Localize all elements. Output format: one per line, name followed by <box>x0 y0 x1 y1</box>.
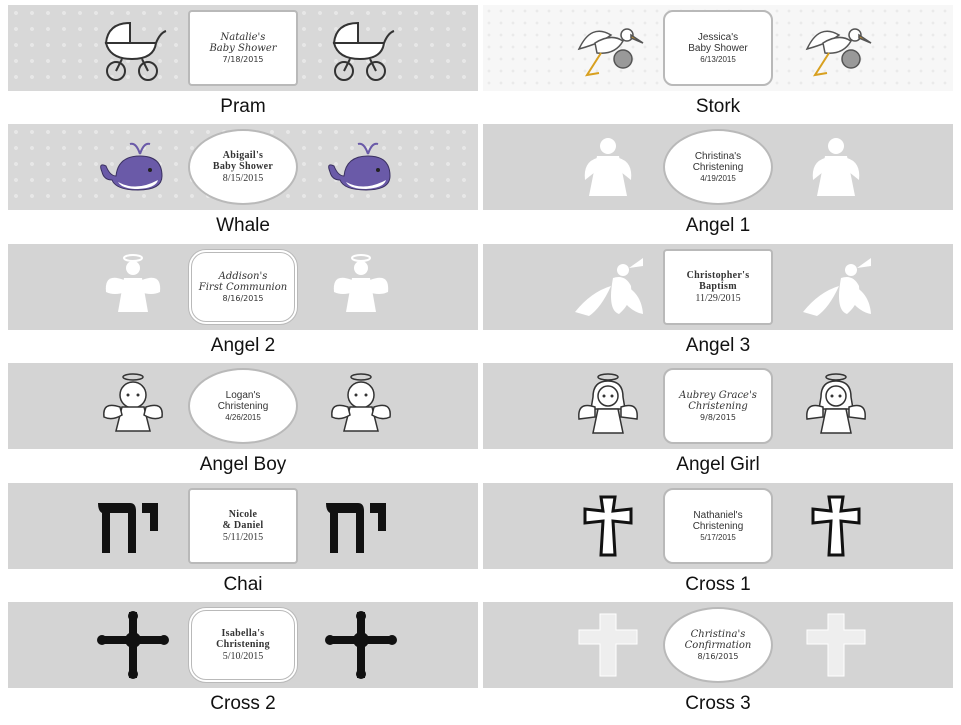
label-date: 8/16/2015 <box>222 293 264 303</box>
label-date: 11/29/2015 <box>695 292 741 304</box>
angel-trumpet-icon <box>571 252 645 322</box>
stork-icon <box>799 13 873 83</box>
label-date: 8/16/2015 <box>697 651 739 661</box>
label-date: 9/8/2015 <box>700 412 736 422</box>
label-date: 7/18/2015 <box>222 54 264 64</box>
label-line: Christina's <box>690 628 746 640</box>
personalized-label <box>663 488 773 564</box>
design-angel-boy <box>8 363 478 483</box>
angel-boy-icon <box>96 371 170 441</box>
design-cross-3 <box>483 602 953 722</box>
design-cross-2 <box>8 602 478 722</box>
personalized-label <box>663 249 773 325</box>
design-chai <box>8 483 478 603</box>
label-line: Nathaniel's <box>693 509 743 521</box>
design-caption: Angel Girl <box>676 454 760 475</box>
label-line: Jessica's <box>697 31 739 43</box>
design-caption: Angel Boy <box>199 454 287 475</box>
personalized-label <box>663 607 773 683</box>
design-caption: Cross 2 <box>210 693 276 714</box>
ornate-cross-icon <box>324 610 398 680</box>
label-date: 5/17/2015 <box>700 532 736 542</box>
design-whale <box>8 124 478 244</box>
label-line: Baptism <box>699 281 737 293</box>
label-line: Confirmation <box>684 640 752 652</box>
label-line: Baby Shower <box>688 43 748 55</box>
label-banner <box>483 363 953 449</box>
label-line: Natalie's <box>220 31 266 43</box>
personalized-label <box>188 249 298 325</box>
label-line: Nicole <box>228 508 258 520</box>
label-line: Christina's <box>694 150 742 162</box>
design-angel-girl <box>483 363 953 483</box>
label-banner <box>8 602 478 688</box>
personalized-label <box>188 10 298 86</box>
label-banner <box>483 5 953 91</box>
chai-icon <box>324 491 398 561</box>
design-cross-1 <box>483 483 953 603</box>
label-line: Logan's <box>225 389 261 401</box>
design-caption: Whale <box>216 215 270 236</box>
label-line: Abigail's <box>222 149 264 161</box>
design-angel-3 <box>483 244 953 364</box>
label-banner <box>483 602 953 688</box>
label-banner <box>483 124 953 210</box>
ornate-cross-icon <box>96 610 170 680</box>
design-caption: Chai <box>223 574 263 595</box>
label-banner <box>8 244 478 330</box>
label-line: Baby Shower <box>209 43 277 55</box>
angel-girl-icon <box>571 371 645 441</box>
label-line: First Communion <box>198 282 288 294</box>
angel-dress-icon <box>571 132 645 202</box>
label-banner <box>8 5 478 91</box>
personalized-label <box>188 129 298 205</box>
personalized-label <box>188 488 298 564</box>
label-date: 5/11/2015 <box>222 531 264 543</box>
design-angel-2 <box>8 244 478 364</box>
label-banner <box>8 363 478 449</box>
label-line: & Daniel <box>222 520 264 532</box>
design-caption: Stork <box>695 96 741 117</box>
design-caption: Cross 1 <box>685 574 751 595</box>
label-line: Aubrey Grace's <box>679 389 757 401</box>
design-pram <box>8 5 478 125</box>
label-banner <box>8 124 478 210</box>
design-caption: Angel 3 <box>685 335 751 356</box>
design-caption: Angel 2 <box>210 335 276 356</box>
dotted-cross-icon <box>571 610 645 680</box>
personalized-label <box>188 607 298 683</box>
label-date: 4/26/2015 <box>225 412 261 422</box>
label-line: Christening <box>692 162 744 174</box>
pram-icon <box>324 13 398 83</box>
pram-icon <box>96 13 170 83</box>
label-banner <box>483 483 953 569</box>
personalized-label <box>663 368 773 444</box>
design-caption: Angel 1 <box>685 215 751 236</box>
label-date: 5/10/2015 <box>222 650 264 662</box>
angel-trumpet-icon <box>799 252 873 322</box>
label-line: Isabella's <box>221 627 265 639</box>
label-line: Christening <box>692 521 744 533</box>
label-line: Christening <box>688 401 748 413</box>
personalized-label <box>663 129 773 205</box>
cross-outline-icon <box>571 491 645 561</box>
stork-icon <box>571 13 645 83</box>
design-caption: Cross 3 <box>685 693 751 714</box>
chai-icon <box>96 491 170 561</box>
personalized-label <box>663 10 773 86</box>
design-caption: Pram <box>220 96 266 117</box>
angel-boy-icon <box>324 371 398 441</box>
dotted-cross-icon <box>799 610 873 680</box>
cross-outline-icon <box>799 491 873 561</box>
label-line: Addison's <box>218 270 268 282</box>
label-date: 4/19/2015 <box>700 173 736 183</box>
whale-icon <box>96 132 170 202</box>
angel-dress-icon <box>799 132 873 202</box>
label-line: Christening <box>216 639 270 651</box>
label-banner <box>483 244 953 330</box>
design-stork <box>483 5 953 125</box>
label-line: Baby Shower <box>212 161 274 173</box>
label-banner <box>8 483 478 569</box>
label-line: Christopher's <box>686 269 750 281</box>
personalized-label <box>188 368 298 444</box>
label-line: Christening <box>217 401 269 413</box>
angel-halo-icon <box>96 252 170 322</box>
label-date: 8/15/2015 <box>222 172 264 184</box>
whale-icon <box>324 132 398 202</box>
label-date: 6/13/2015 <box>700 54 736 64</box>
design-angel-1 <box>483 124 953 244</box>
angel-girl-icon <box>799 371 873 441</box>
angel-halo-icon <box>324 252 398 322</box>
